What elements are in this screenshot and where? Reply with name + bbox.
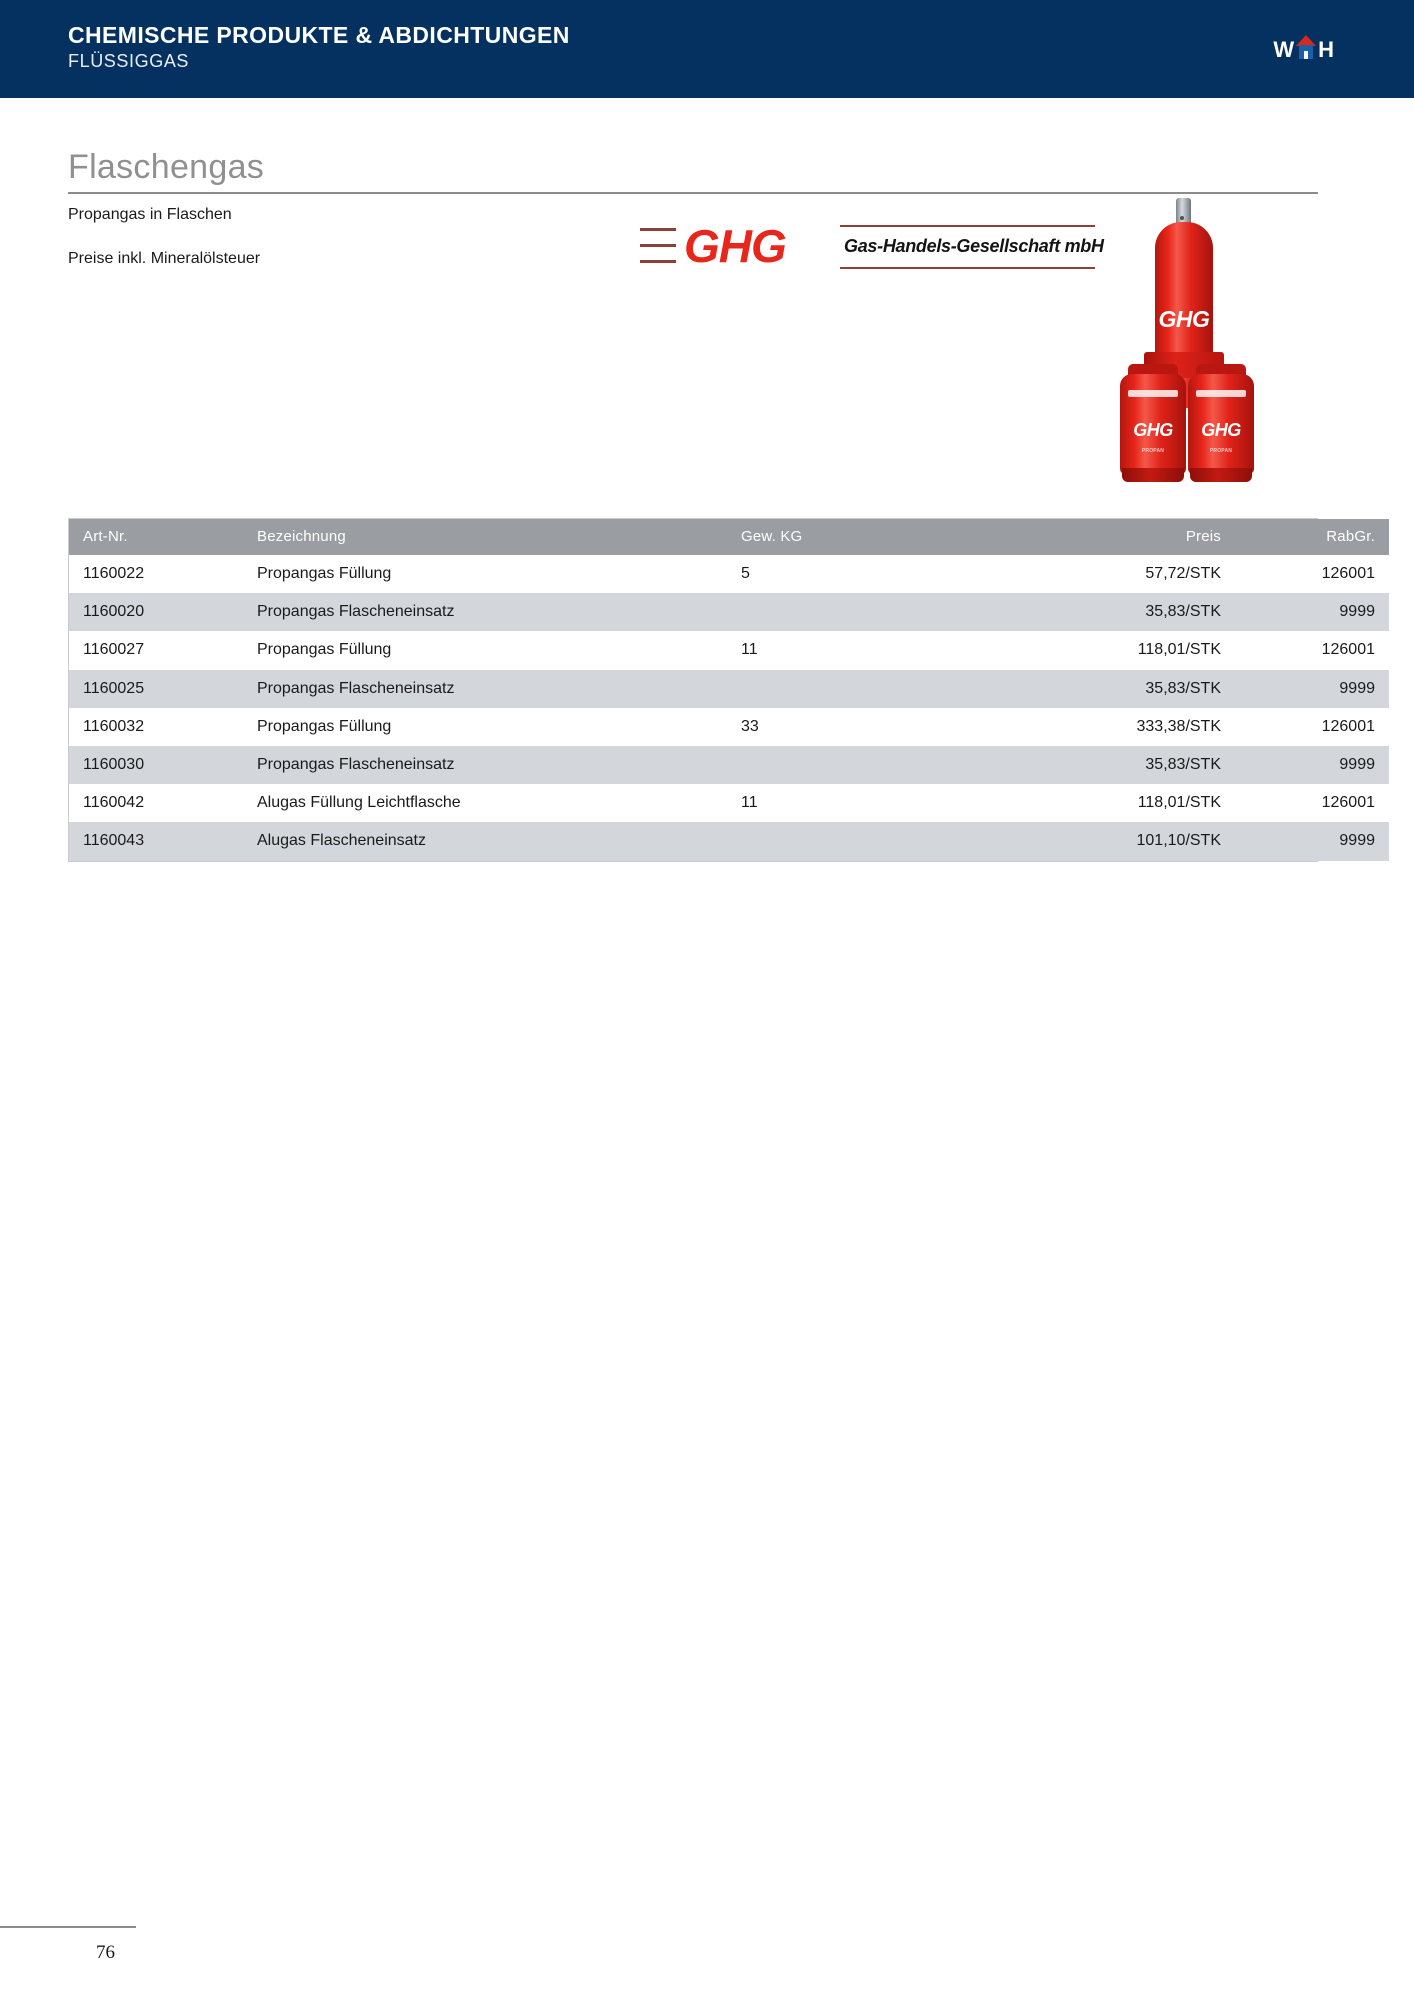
- column-header-bezeichnung: Bezeichnung: [243, 519, 727, 555]
- cell-preis: 35,83/STK: [971, 746, 1235, 784]
- bottle-brand-mark-left: GHG: [1133, 420, 1173, 440]
- table-row: [69, 784, 1389, 822]
- cell-rabgr: 9999: [1235, 746, 1389, 784]
- cell-preis: 35,83/STK: [971, 670, 1235, 708]
- table-row: [69, 746, 1389, 784]
- bottle-foot-left: [1122, 468, 1184, 482]
- cell-rabgr: 126001: [1235, 555, 1389, 593]
- cell-bezeichnung: Propangas Füllung: [243, 708, 727, 746]
- cell-art-nr: 1160042: [69, 784, 243, 822]
- logo-letter-w: W: [1273, 37, 1295, 62]
- cell-gew-kg: [727, 670, 971, 708]
- supplier-logo-tagline: Gas-Handels-Gesellschaft mbH: [844, 236, 1104, 256]
- section-title: Flaschengas: [68, 148, 265, 186]
- cell-bezeichnung: Propangas Flascheneinsatz: [243, 746, 727, 784]
- cell-bezeichnung: Propangas Füllung: [243, 555, 727, 593]
- cell-art-nr: 1160027: [69, 631, 243, 669]
- cell-rabgr: 9999: [1235, 822, 1389, 860]
- cell-gew-kg: [727, 746, 971, 784]
- table-row: [69, 593, 1389, 631]
- table-header-row: [69, 519, 1389, 555]
- company-logo: [1273, 29, 1334, 61]
- bottle-brand-mark-tall: GHG: [1158, 306, 1210, 332]
- section-title-divider: [68, 192, 1318, 194]
- table-row: [69, 708, 1389, 746]
- cell-bezeichnung: Propangas Flascheneinsatz: [243, 670, 727, 708]
- cell-rabgr: 126001: [1235, 631, 1389, 669]
- gas-bottle-front-right: [1188, 374, 1254, 474]
- supplier-logo-tagline-frame: [840, 225, 1104, 269]
- page-subcategory-title: FLÜSSIGGAS: [68, 51, 190, 72]
- cell-bezeichnung: Alugas Füllung Leichtflasche: [243, 784, 727, 822]
- cell-preis: 118,01/STK: [971, 784, 1235, 822]
- product-image-gas-bottles: [1098, 196, 1268, 496]
- bottle-sub-mark-left: PROPAN: [1141, 448, 1165, 454]
- cell-gew-kg: 33: [727, 708, 971, 746]
- gas-bottle-front-left: [1120, 374, 1186, 474]
- cell-gew-kg: 11: [727, 784, 971, 822]
- intro-text-tax-note: Preise inkl. Mineralölsteuer: [68, 250, 261, 267]
- table-row: [69, 670, 1389, 708]
- bottle-label-band-right: [1196, 390, 1246, 397]
- house-icon: [1295, 35, 1317, 61]
- logo-letter-h: H: [1318, 37, 1334, 62]
- cell-rabgr: 126001: [1235, 708, 1389, 746]
- logo-bar-2: [640, 244, 676, 247]
- page-header: [0, 0, 1414, 98]
- cell-bezeichnung: Propangas Füllung: [243, 631, 727, 669]
- cell-preis: 101,10/STK: [971, 822, 1235, 860]
- bottle-brand-mark-right: GHG: [1201, 420, 1241, 440]
- bottle-label-band-left: [1128, 390, 1178, 397]
- intro-text-product: Propangas in Flaschen: [68, 206, 232, 223]
- footer-divider: [0, 1926, 136, 1928]
- cell-art-nr: 1160043: [69, 822, 243, 860]
- cell-preis: 57,72/STK: [971, 555, 1235, 593]
- cell-art-nr: 1160020: [69, 593, 243, 631]
- table-row: [69, 631, 1389, 669]
- bottle-sub-mark-right: PROPAN: [1209, 448, 1233, 454]
- cell-bezeichnung: Propangas Flascheneinsatz: [243, 593, 727, 631]
- cell-gew-kg: [727, 593, 971, 631]
- cell-art-nr: 1160025: [69, 670, 243, 708]
- logo-bar-1: [640, 228, 676, 231]
- tagline-rule-bottom: [840, 267, 1095, 269]
- column-header-gew-kg: Gew. KG: [727, 519, 971, 555]
- supplier-logo-ghg: [640, 220, 1104, 274]
- page-category-title: CHEMISCHE PRODUKTE & ABDICHTUNGEN: [68, 22, 570, 48]
- price-table: [68, 518, 1375, 862]
- bottle-foot-right: [1190, 468, 1252, 482]
- table-row: [69, 555, 1389, 593]
- cell-preis: 333,38/STK: [971, 708, 1235, 746]
- cell-rabgr: 9999: [1235, 593, 1389, 631]
- logo-bars-icon: [640, 228, 676, 268]
- cell-art-nr: 1160032: [69, 708, 243, 746]
- cell-art-nr: 1160030: [69, 746, 243, 784]
- cell-rabgr: 9999: [1235, 670, 1389, 708]
- logo-bar-3: [640, 260, 676, 263]
- column-header-preis: Preis: [971, 519, 1235, 555]
- supplier-logo-wordmark: GHG: [684, 220, 786, 272]
- cell-bezeichnung: Alugas Flascheneinsatz: [243, 822, 727, 860]
- header-title-group: [68, 22, 570, 74]
- cell-preis: 35,83/STK: [971, 593, 1235, 631]
- cell-gew-kg: 11: [727, 631, 971, 669]
- cell-gew-kg: 5: [727, 555, 971, 593]
- cell-art-nr: 1160022: [69, 555, 243, 593]
- tagline-rule-top: [840, 225, 1095, 227]
- table-body: [69, 555, 1389, 861]
- cell-preis: 118,01/STK: [971, 631, 1235, 669]
- column-header-rabgr: RabGr.: [1235, 519, 1389, 555]
- table-row: [69, 822, 1389, 860]
- page-number: 76: [96, 1942, 115, 1963]
- house-door-shape: [1304, 51, 1308, 59]
- cell-rabgr: 126001: [1235, 784, 1389, 822]
- cell-gew-kg: [727, 822, 971, 860]
- column-header-art-nr: Art-Nr.: [69, 519, 243, 555]
